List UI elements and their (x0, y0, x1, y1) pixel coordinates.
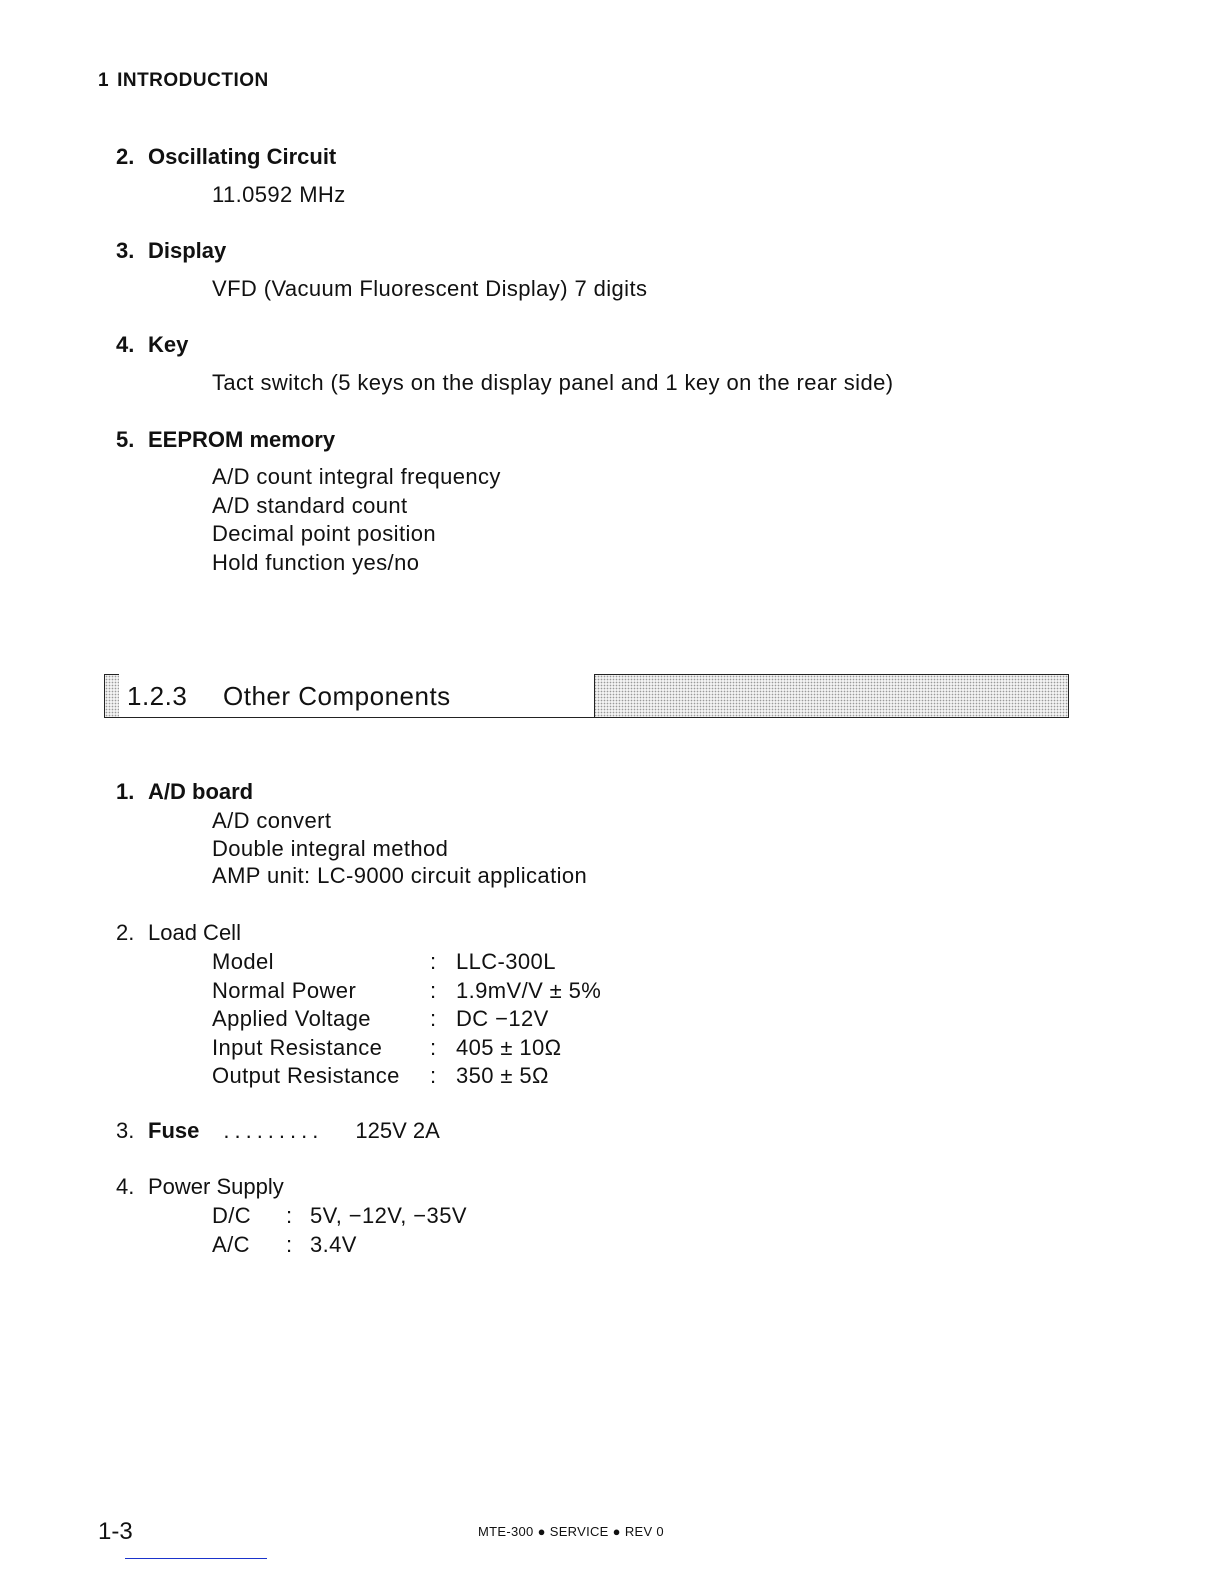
chapter-header (98, 70, 269, 92)
spec-colon: : (430, 977, 437, 1003)
section-heading-bar (104, 674, 1069, 718)
footer-separator: ● (612, 1524, 621, 1539)
key-description: Tact switch (5 keys on the display panel and 1 key on the rear side) (212, 370, 894, 395)
spec-key: Normal Power (212, 977, 357, 1003)
spec-key: Input Resistance (212, 1034, 383, 1060)
section-heading (119, 674, 595, 718)
spec-value: LLC-300L (456, 949, 556, 974)
bottom-rule (125, 1558, 267, 1559)
spec-value: DC −12V (456, 1006, 549, 1031)
section-number: 1.2.3 (127, 681, 188, 711)
item-title-text: Key (148, 332, 189, 357)
spec-value: 1.9mV/V ± 5% (456, 977, 602, 1003)
page-number: 1-3 (98, 1518, 133, 1545)
footer-model: MTE-300 (478, 1524, 534, 1539)
item-number: 2. (116, 144, 135, 169)
spec-key: A/C (212, 1232, 250, 1257)
item-title-text: Display (148, 238, 227, 263)
item-title-text: Fuse (148, 1118, 200, 1143)
item-title-oscillating-circuit (116, 144, 336, 170)
spec-row (212, 1063, 601, 1092)
item-title-text: Oscillating Circuit (148, 144, 337, 169)
item-title-load-cell (116, 920, 241, 946)
item-number: 4. (116, 332, 135, 357)
item-title-eeprom (116, 427, 335, 453)
eeprom-line: Decimal point position (212, 521, 437, 546)
power-supply-table (212, 1203, 467, 1261)
ad-board-line: AMP unit: LC-9000 circuit application (212, 863, 588, 888)
item-number: 3. (116, 1118, 135, 1143)
spec-colon: : (286, 1203, 293, 1228)
eeprom-line: A/D standard count (212, 493, 408, 518)
chapter-number: 1 (98, 70, 110, 91)
spec-key: Applied Voltage (212, 1006, 371, 1031)
ad-board-line: Double integral method (212, 836, 449, 861)
section-title: Other Components (223, 681, 451, 711)
ad-board-line: A/D convert (212, 808, 332, 833)
spec-key: Model (212, 949, 274, 974)
item-title-text: EEPROM memory (148, 427, 336, 452)
item-title-ad-board (116, 779, 253, 805)
spec-row (212, 978, 601, 1007)
item-number: 3. (116, 238, 135, 263)
item-title-display (116, 238, 226, 264)
item-title-text: Load Cell (148, 920, 241, 945)
spec-row (212, 949, 601, 978)
page-footer (478, 1524, 664, 1539)
item-number: 2. (116, 920, 135, 945)
fuse-value: 125V 2A (355, 1118, 440, 1143)
spec-row (212, 1035, 601, 1064)
item-number: 5. (116, 427, 135, 452)
spec-value: 350 ± 5Ω (456, 1063, 549, 1088)
spec-row (212, 1203, 467, 1232)
spec-colon: : (286, 1232, 293, 1257)
item-number: 4. (116, 1174, 135, 1199)
fuse-row (116, 1118, 440, 1144)
spec-colon: : (430, 949, 437, 974)
spec-key: Output Resistance (212, 1063, 400, 1088)
display-description: VFD (Vacuum Fluorescent Display) 7 digits (212, 276, 648, 301)
spec-colon: : (430, 1063, 437, 1088)
footer-doc-type: SERVICE (549, 1524, 609, 1539)
spec-key: D/C (212, 1203, 252, 1228)
oscillating-frequency: 11.0592 MHz (212, 182, 346, 207)
item-title-text: Power Supply (148, 1174, 284, 1199)
footer-separator: ● (537, 1524, 546, 1539)
item-title-text: A/D board (148, 779, 254, 804)
leader-dots: ......... (223, 1118, 324, 1143)
load-cell-spec-table (212, 949, 601, 1092)
item-title-power-supply (116, 1174, 284, 1200)
spec-colon: : (430, 1006, 437, 1031)
spec-row (212, 1006, 601, 1035)
spec-colon: : (430, 1034, 437, 1060)
eeprom-line: Hold function yes/no (212, 550, 420, 575)
spec-value: 3.4V (310, 1232, 357, 1257)
eeprom-line: A/D count integral frequency (212, 464, 501, 489)
spec-value: 5V, −12V, −35V (310, 1203, 467, 1228)
item-number: 1. (116, 779, 135, 804)
chapter-title: INTRODUCTION (117, 70, 269, 91)
footer-revision: REV 0 (624, 1524, 664, 1539)
spec-value: 405 ± 10Ω (456, 1034, 562, 1060)
item-title-key (116, 332, 188, 358)
spec-row (212, 1232, 467, 1261)
